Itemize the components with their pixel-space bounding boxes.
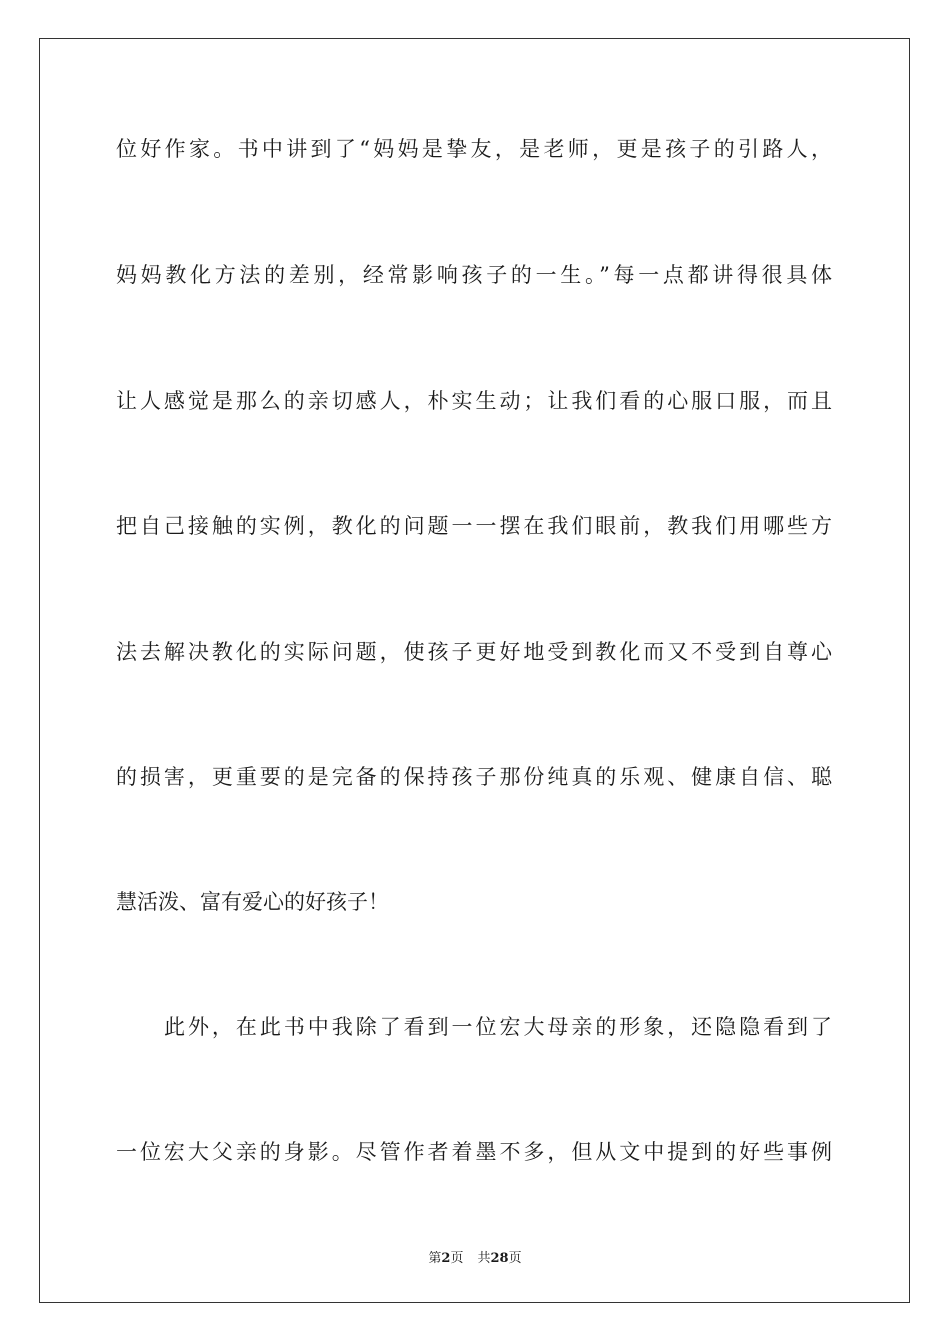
page-suffix: 页 — [450, 1251, 464, 1266]
text-line: 法去解决教化的实际问题，使孩子更好地受到教化而又不受到自尊心 — [116, 640, 832, 664]
page-prefix: 第 — [428, 1251, 442, 1266]
text-line: 位好作家。书中讲到了“妈妈是挚友，是老师，更是孩子的引路人， — [116, 137, 832, 161]
text-line: 慧活泼、富有爱心的好孩子！ — [116, 890, 389, 914]
text-line: 一位宏大父亲的身影。尽管作者着墨不多，但从文中提到的好些事例 — [116, 1140, 832, 1164]
text-line: 的损害，更重要的是完备的保持孩子那份纯真的乐观、健康自信、聪 — [116, 765, 832, 789]
page-footer — [0, 1247, 950, 1266]
text-line: 把自己接触的实例，教化的问题一一摆在我们眼前，教我们用哪些方 — [116, 514, 832, 538]
text-line: 此外，在此书中我除了看到一位宏大母亲的形象，还隐隐看到了 — [164, 1015, 832, 1039]
page-border — [39, 38, 910, 1303]
text-line: 妈妈教化方法的差别，经常影响孩子的一生。”每一点都讲得很具体 — [116, 263, 832, 287]
page-number: 2 — [441, 1251, 451, 1266]
total-prefix: 共 — [477, 1251, 491, 1266]
text-line: 让人感觉是那么的亲切感人，朴实生动；让我们看的心服口服，而且 — [116, 389, 832, 413]
total-suffix: 页 — [508, 1251, 522, 1266]
total-pages: 28 — [490, 1251, 509, 1266]
